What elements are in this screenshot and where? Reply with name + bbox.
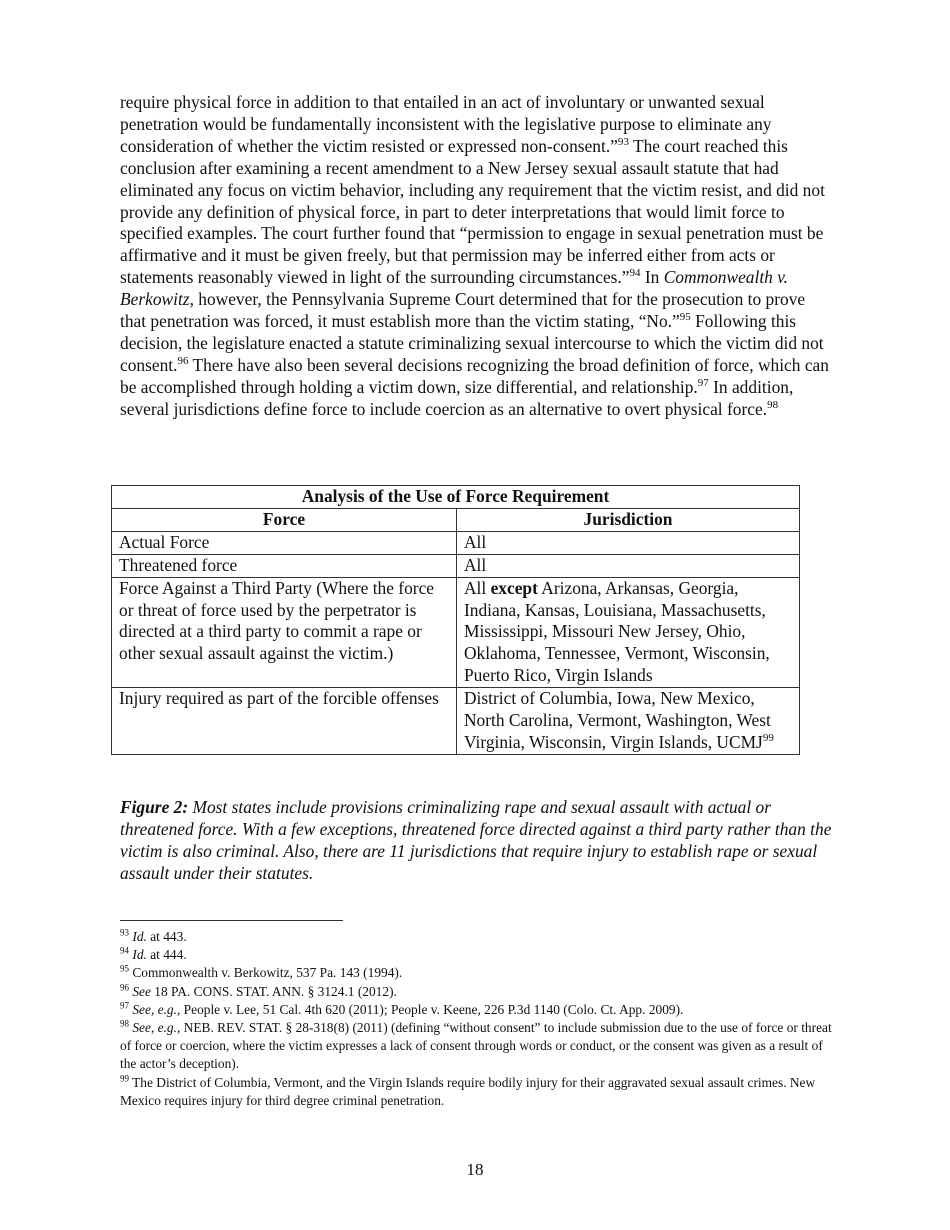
footnote-text: People v. Lee, 51 Cal. 4th 620 (2011); People v. Keene, 226 P.3d 1140 (Colo. Ct. App. 2009). (180, 1001, 684, 1017)
signal: See, e.g., (132, 1020, 181, 1036)
text-segment: There have also been several decisions recognizing the broad definition of force, which can be accomplished through holding a victim down, size differential, and relationship. (120, 354, 829, 397)
footnotes (120, 928, 832, 1110)
caption-text: Most states include provisions criminalizing rape and sexual assault with actual or threatened force. With a few exceptions, threatened force directed against a third party rather than the victim is also criminal. Also, there are 11 jurisdictions that require injury to establish rape or sexual assault under their statutes. (120, 797, 832, 883)
footnote-number: 95 (120, 963, 129, 974)
footnote (120, 946, 832, 964)
force-cell: Actual Force (112, 531, 457, 554)
jurisdiction-cell (457, 688, 800, 755)
text-segment: In addition, several jurisdictions define force to include coercion as an alternative to overt physical force. (120, 376, 794, 419)
case-name: Commonwealth v. Berkowitz (120, 267, 788, 310)
table-row (112, 577, 800, 688)
column-header-jurisdiction: Jurisdiction (457, 508, 800, 531)
footnote-text: NEB. REV. STAT. § 28-318(8) (2011) (defining “without consent” to include submission due to the use of force or threat of force or coercion, where the victim expresses a lack of consent through words or conduct, or the consent was given as a result of the actor’s deception). (120, 1020, 832, 1072)
signal: See (132, 983, 151, 999)
footnote-number: 98 (120, 1018, 129, 1029)
footnote-ref[interactable]: 94 (629, 267, 641, 280)
footnote (120, 928, 832, 946)
footnote-number: 93 (120, 927, 129, 938)
page-number: 18 (466, 1160, 484, 1179)
force-requirement-table (111, 485, 800, 755)
footnote-ref[interactable]: 95 (679, 311, 691, 324)
jurisdiction-cell (457, 577, 800, 688)
footnote-text: at 443. (146, 929, 187, 944)
footnote-text: The District of Columbia, Vermont, and the Virgin Islands require bodily injury for their aggravated sexual assault crimes. New Mexico requires injury for third degree criminal penetration. (120, 1074, 816, 1108)
footnote-ref[interactable]: 99 (762, 732, 774, 745)
footnote (120, 1074, 832, 1110)
footnote-number: 99 (120, 1073, 129, 1084)
text-segment: The court reached this conclusion after examining a recent amendment to a New Jersey sexual assault statute that had eliminated any focus on victim behavior, including any requirement that the victim resist, and did not provide any definition of physical force, in part to deter interpretations that would limit force to specified examples. The court further found that “permission to engage in sexual penetration must be affirmative and it must be given freely, but that permission may be inferred either from acts or statements reasonably viewed in light of the surrounding circumstances.” (120, 135, 825, 288)
footnote-ref[interactable]: 97 (697, 376, 709, 389)
footnote-number: 97 (120, 1000, 129, 1011)
footnote-text: Commonwealth v. Berkowitz, 537 Pa. 143 (1994). (129, 965, 403, 981)
footnote-number: 94 (120, 945, 129, 956)
text-segment: In (640, 267, 664, 288)
footnote-number: 96 (120, 982, 129, 993)
footnote (120, 1001, 832, 1019)
footnote-text: 18 PA. CONS. STAT. ANN. § 3124.1 (2012). (150, 983, 397, 999)
table-row (112, 688, 800, 755)
signal: Id. (132, 929, 147, 944)
body-paragraph (120, 92, 832, 421)
signal: See, e.g., (132, 1001, 181, 1017)
footnote-divider (120, 920, 343, 921)
footnote (120, 983, 832, 1001)
signal: Id. (132, 947, 147, 963)
footnote-ref[interactable]: 93 (617, 136, 629, 149)
main-text (120, 92, 832, 421)
figure-caption (120, 796, 832, 884)
text-segment: Following this decision, the legislature enacted a statute criminalizing sexual intercourse to which the victim did not consent. (120, 311, 824, 375)
jurisdiction-cell: All (457, 531, 800, 554)
text-segment: , however, the Pennsylvania Supreme Court determined that for the prosecution to prove that penetration was forced, it must establish more than the victim stating, “No.” (120, 289, 806, 332)
caption-label: Figure 2: (120, 797, 189, 817)
text-segment: All (464, 577, 491, 598)
table-row (112, 531, 800, 554)
footnote-ref[interactable]: 98 (767, 398, 779, 411)
text-segment: Arizona, Arkansas, Georgia, Indiana, Kansas, Louisiana, Massachusetts, Mississippi, Missouri New Jersey, Ohio, Oklahoma, Tennessee, Vermont, Wisconsin, Puerto Rico, Virgin Islands (464, 577, 770, 686)
footnote (120, 964, 832, 982)
footnote-ref[interactable]: 96 (177, 355, 189, 368)
force-cell: Threatened force (112, 554, 457, 577)
force-cell: Injury required as part of the forcible offenses (112, 688, 457, 755)
jurisdiction-cell: All (457, 554, 800, 577)
text-segment: require physical force in addition to that entailed in an act of involuntary or unwanted sexual penetration would be fundamentally inconsistent with the legislative purpose to eliminate any consideration of whether the victim resisted or expressed non-consent.” (120, 92, 772, 156)
column-header-force: Force (112, 508, 457, 531)
table-row (112, 554, 800, 577)
except-emphasis: except (490, 577, 538, 598)
footnote-text: at 444. (146, 947, 187, 963)
force-cell: Force Against a Third Party (Where the force or threat of force used by the perpetrator is directed at a third party to commit a rape or other sexual assault against the victim.) (112, 577, 457, 688)
text-segment: District of Columbia, Iowa, New Mexico, North Carolina, Vermont, Washington, West Virginia, Wisconsin, Virgin Islands, UCMJ (464, 688, 771, 752)
table-title: Analysis of the Use of Force Requirement (112, 486, 800, 509)
footnote (120, 1019, 832, 1074)
